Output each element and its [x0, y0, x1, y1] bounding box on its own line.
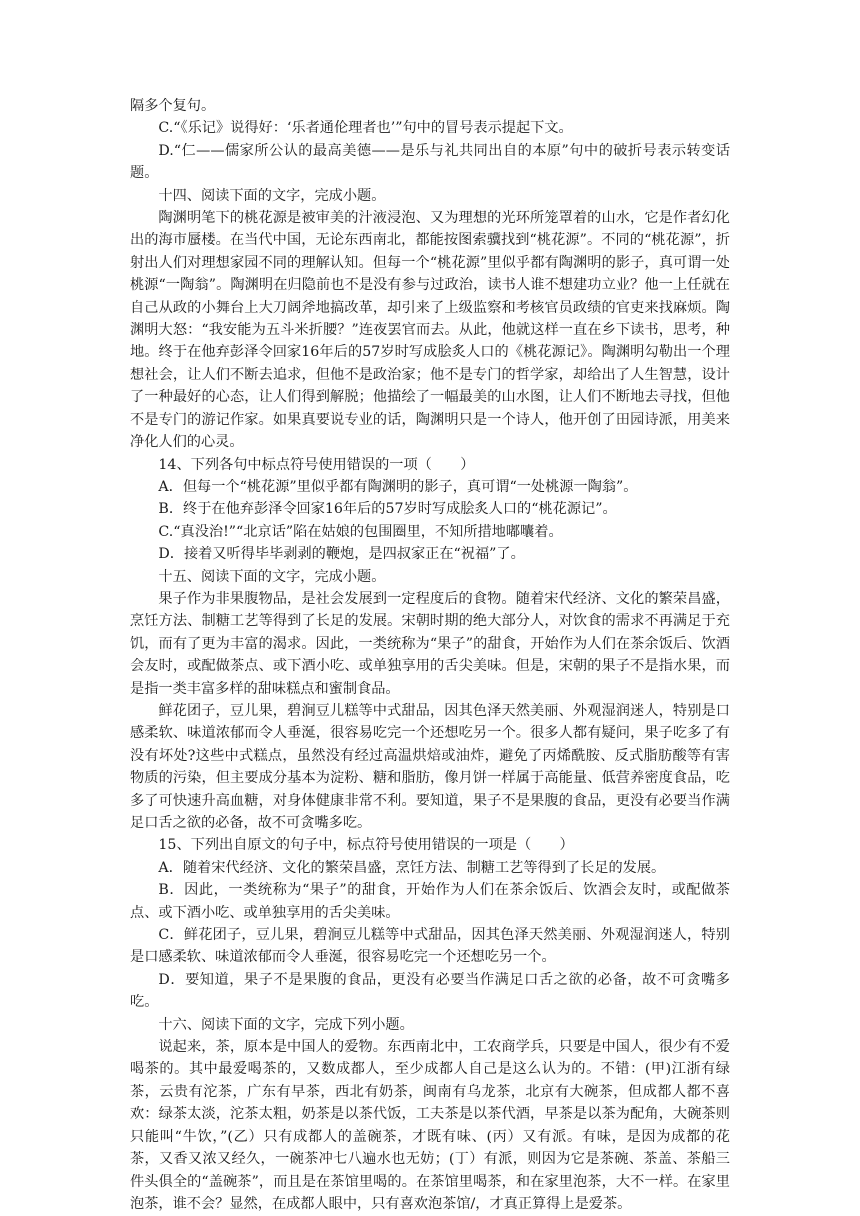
passage-15-part1: 果子作为非果腹物品，是社会发展到一定程度后的食物。随着宋代经济、文化的繁荣昌盛，烹饪方法、制糖工艺等得到了长足的发展。宋朝时期的绝大部分人，对饮食的需求不再满足于充饥，而有了更为丰富的渴求。因此，一类统称为“果子”的甜食，开始作为人们在茶余饭后、饮酒会友时，或配做茶点、或下酒小吃、或单独享用的舌尖美味。但是，宋朝的果子不是指水果，而是指一类丰富多样的甜味糕点和蜜制食品。: [130, 590, 730, 697]
section-14-heading: 十四、阅读下面的文字，完成小题。: [158, 187, 386, 204]
option-c-previous: C.“《乐记》说得好：‘乐者通伦理者也’”句中的冒号表示提起下文。: [158, 120, 573, 137]
q15-option-a: A．随着宋代经济、文化的繁荣昌盛，烹饪方法、制糖工艺等得到了长足的发展。: [158, 859, 666, 876]
q15-option-b: B．因此，一类统称为“果子”的甜食，开始作为人们在茶余饭后、饮酒会友时，或配做茶点、或下酒小吃、或单独享用的舌尖美味。: [130, 882, 730, 921]
question-14: 14、下列各句中标点符号使用错误的一项（ ）: [158, 456, 475, 473]
section-15-heading: 十五、阅读下面的文字，完成小题。: [158, 568, 386, 585]
q14-option-a: A．但每一个“桃花源”里似乎都有陶渊明的影子，真可谓“一处桃源一陶翁”。: [158, 478, 638, 495]
option-d-previous: D.“仁——儒家所公认的最高美德——是乐与礼共同出自的本原”句中的破折号表示转变话题。: [130, 142, 730, 182]
passage-15-part2: 鲜花团子，豆儿果，碧涧豆儿糕等中式甜品，因其色泽天然美丽、外观湿润迷人，特别是口感柔软、味道浓郁而令人垂涎，很容易吃完一个还想吃另一个。很多人都有疑问，果子吃多了有没有坏处?这些中式糕点，虽然没有经过高温烘焙或油炸，避免了丙烯酰胺、反式脂肪酸等有害物质的污染，但主要成分基本为淀粉、糖和脂肪，像月饼一样属于高能量、低营养密度食品，吃多了可快速升高血糖，对身体健康非常不利。要知道，果子不是果腹的食品，更没有必要当作满足口舌之欲的必备，故不可贪嘴多吃。: [130, 702, 730, 831]
q14-option-b: B．终于在他弃彭泽令回家16年后的57岁时写成脍炙人口的“桃花源记”。: [158, 501, 617, 518]
q14-option-c: C.“真没治!”“北京话”陷在姑娘的包围圈里，不知所措地嘟囔着。: [158, 523, 563, 540]
q14-option-d: D．接着又听得毕毕剥剥的鞭炮，是四叔家正在“祝福”了。: [158, 546, 525, 563]
q15-option-d: D．要知道，果子不是果腹的食品，更没有必要当作满足口舌之欲的必备，故不可贪嘴多吃。: [130, 971, 730, 1011]
q15-option-c: C．鲜花团子，豆儿果，碧涧豆儿糕等中式甜品，因其色泽天然美丽、外观湿润迷人，特别是口感柔软、味道浓郁而令人垂涎，很容易吃完一个还想吃另一个。: [130, 927, 730, 966]
paragraph-continuation: 隔多个复句。: [130, 98, 216, 114]
passage-16: 说起来，茶，原本是中国人的爱物。东西南北中，工农商学兵，只要是中国人，很少有不爱喝茶的。其中最爱喝茶的，又数成都人，至少成都人自己是这么认为的。不错：(甲)江浙有绿茶，云贵有沱茶，广东有早茶，西北有奶茶，闽南有乌龙茶，北京有大碗茶，但成都人都不喜欢：绿茶太淡，沱茶太粗，奶茶是以茶代饭，工夫茶是以茶代酒，早茶是以茶为配角，大碗茶则只能叫“牛饮，”(乙）只有成都人的盖碗茶，才既有味、(丙）又有派。有味，是因为成都的花茶，又香又浓又经久，一碗茶冲七八遍水也无妨；(丁）有派，则因为它是茶碗、茶盖、茶船三件头俱全的“盖碗茶”，而且是在茶馆里喝的。在茶馆里喝茶，和在家里泡茶，大不一样。在家里泡茶，谁不会？显然，在成都人眼中，只有喜欢泡茶馆/，才真正算得上是爱茶。: [130, 1039, 730, 1212]
question-15: 15、下列出自原文的句子中，标点符号使用错误的一项是（ ）: [158, 837, 574, 854]
passage-14: 陶渊明笔下的桃花源是被审美的汁液浸泡、又为理想的光环所笼罩着的山水，它是作者幻化出的海市蜃楼。在当代中国，无论东西南北，都能按图索骥找到“桃花源”。不同的“桃花源”，折射出人们对理想家园不同的理解认知。但每一个“桃花源”里似乎都有陶渊明的影子，真可谓一处桃源“一陶翁”。陶渊明在归隐前也不是没有参与过政治，读书人谁不想建功立业？他一上任就在自己从政的小舞台上大刀阔斧地搞改革，却引来了上级监察和考核官员政绩的官吏来找麻烦。陶渊明大怒：“我安能为五斗米折腰？”连夜罢官而去。从此，他就这样一直在乡下读书，思考，种地。终于在他弃彭泽令回家16年后的57岁时写成脍炙人口的《桃花源记》。陶渊明勾勒出一个理想社会，让人们不断去追求，但他不是政治家；他不是专门的哲学家，却给出了人生智慧，设计了一种最好的心态，让人们得到解脱；他描绘了一幅最美的山水图，让人们不断地去寻找，但他不是专门的游记作家。如果真要说专业的话，陶渊明只是一个诗人，他开创了田园诗派，用美来净化人们的心灵。: [130, 210, 730, 451]
document-page: [130, 95, 730, 1215]
section-16-heading: 十六、阅读下面的文字，完成下列小题。: [158, 1016, 414, 1033]
